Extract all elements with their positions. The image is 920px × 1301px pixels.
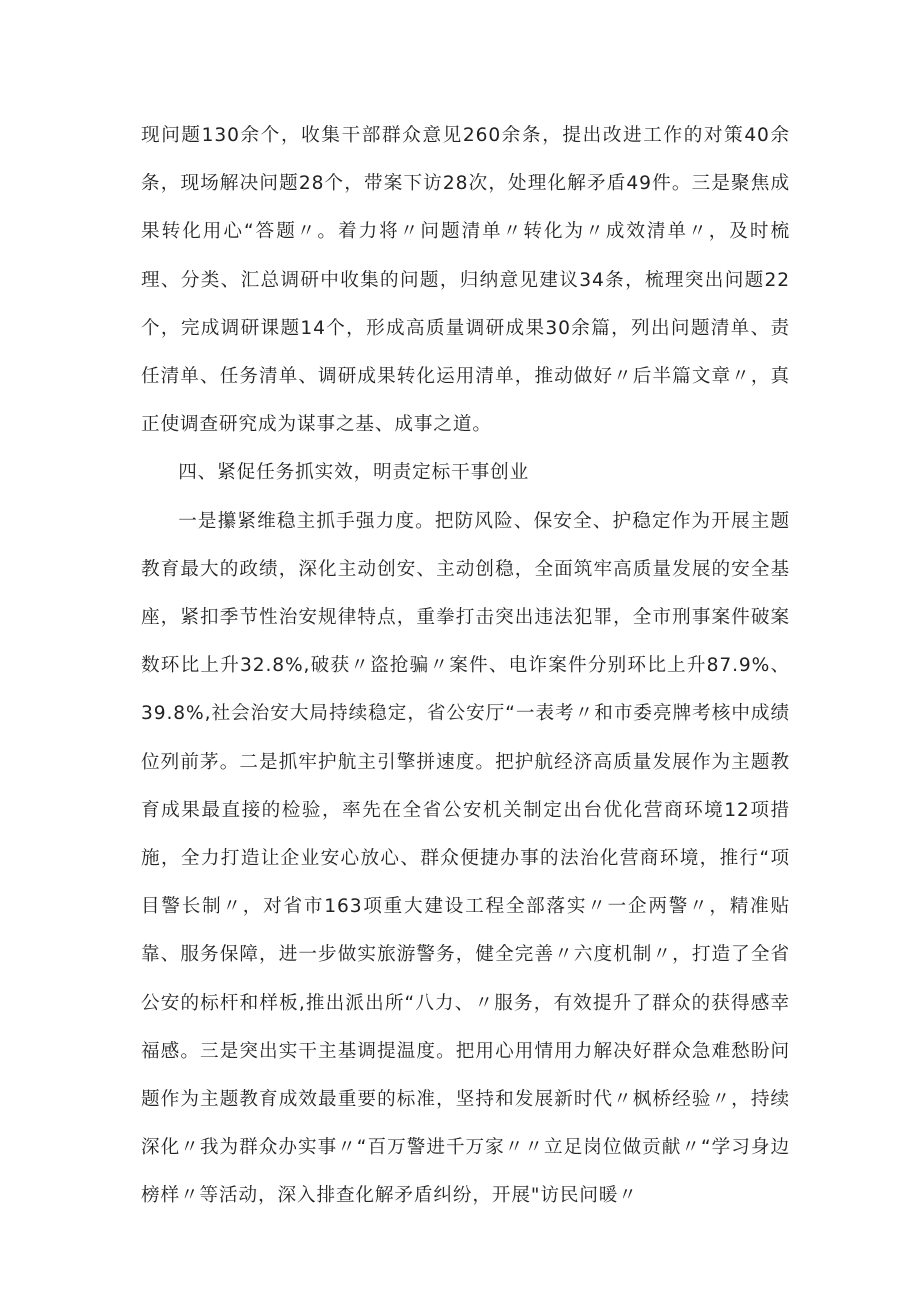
section-heading: 四、紧促任务抓实效，明责定标干事创业: [178, 462, 530, 484]
body-paragraph-continued: 现问题130余个，收集干部群众意见260余条，提出改进工作的对策40余条，现场解决问题28个，带案下访28次，处理化解矛盾49件。三是聚焦成果转化用心“答题〃。着力将〃问题清单〃转化为〃成效清单〃，及时梳理、分类、汇总调研中收集的问题，归纳意见建议34条，梳理突出问题22个，完成调研课题14个，形成高质量调研成果30余篇，列出问题清单、责任清单、任务清单、调研成果转化运用清单，推动做好〃后半篇文章〃，真正使调查研究成为谋事之基、成事之道。: [141, 125, 790, 436]
body-paragraph: 一是攥紧维稳主抓手强力度。把防风险、保安全、护稳定作为开展主题教育最大的政绩，深化主动创安、主动创稳，全面筑牢高质量发展的安全基座，紧扣季节性治安规律特点，重拳打击突出违法犯罪，全市刑事案件破案数环比上升32.8%,破获〃盗抢骗〃案件、电诈案件分别环比上升87.9%、39.8%,社会治安大局持续稳定，省公安厅“一表考〃和市委亮牌考核中成绩位列前茅。二是抓牢护航主引擎拼速度。把护航经济高质量发展作为主题教育成果最直接的检验，率先在全省公安机关制定出台优化营商环境12项措施，全力打造让企业安心放心、群众便捷办事的法治化营商环境，推行“项目警长制〃，对省市163项重大建设工程全部落实〃一企两警〃，精准贴靠、服务保障，进一步做实旅游警务，健全完善〃六度机制〃，打造了全省公安的标杆和样板,推出派出所“八力、〃服务，有效提升了群众的获得感幸福感。三是突出实干主基调提温度。把用心用情用力解决好群众急难愁盼问题作为主题教育成效最重要的标准，坚持和发展新时代〃枫桥经验〃，持续深化〃我为群众办实事〃“百万警进千万家〃〃立足岗位做贡献〃“学习身边榜样〃等活动，深入排查化解矛盾纠纷，开展"访民问暖〃: [141, 510, 790, 1207]
